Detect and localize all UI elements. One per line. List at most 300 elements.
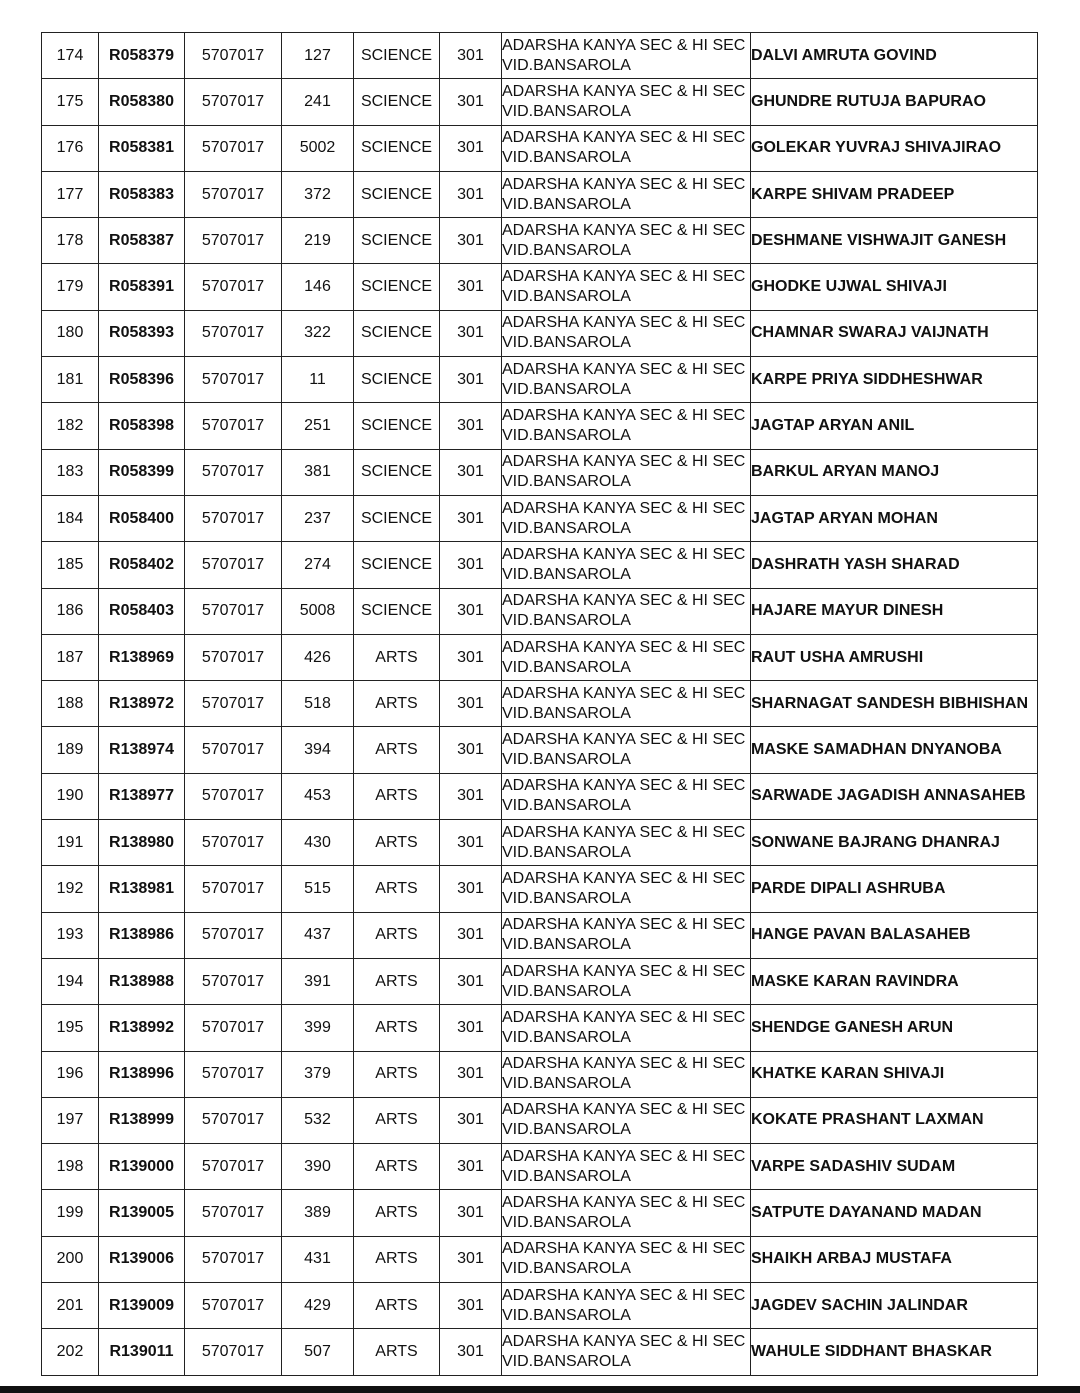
- index-number-cell: 5707017: [185, 1005, 282, 1051]
- roll-number-cell: 399: [282, 1005, 354, 1051]
- table-row: [42, 403, 1038, 449]
- roll-number-cell: 430: [282, 820, 354, 866]
- seat-number-cell: R058391: [99, 264, 185, 310]
- school-name-cell: [502, 1144, 751, 1190]
- code-cell: 301: [440, 1051, 502, 1097]
- table-row: [42, 588, 1038, 634]
- roll-number-cell: 146: [282, 264, 354, 310]
- roll-number-cell: 241: [282, 79, 354, 125]
- student-name-cell: PARDE DIPALI ASHRUBA: [751, 866, 1038, 912]
- school-name-cell: [502, 1236, 751, 1282]
- serial-number-cell: 184: [42, 495, 99, 541]
- index-number-cell: 5707017: [185, 495, 282, 541]
- stream-cell: ARTS: [354, 1144, 440, 1190]
- table-row: [42, 1097, 1038, 1143]
- stream-cell: ARTS: [354, 1190, 440, 1236]
- seat-number-cell: R139011: [99, 1329, 185, 1375]
- roll-number-cell: 453: [282, 773, 354, 819]
- school-name-line1: ADARSHA KANYA SEC & HI SEC: [502, 731, 746, 749]
- table-row: [42, 634, 1038, 680]
- table-row: [42, 1005, 1038, 1051]
- school-name-cell: [502, 495, 751, 541]
- stream-cell: ARTS: [354, 1097, 440, 1143]
- school-name-line2: VID.BANSAROLA: [502, 751, 631, 769]
- code-cell: 301: [440, 171, 502, 217]
- index-number-cell: 5707017: [185, 79, 282, 125]
- page-bottom-border: [0, 1386, 1080, 1393]
- school-name-line1: ADARSHA KANYA SEC & HI SEC: [502, 1101, 746, 1119]
- stream-cell: ARTS: [354, 681, 440, 727]
- table-row: [42, 495, 1038, 541]
- school-name-line1: ADARSHA KANYA SEC & HI SEC: [502, 314, 746, 332]
- student-name-cell: BARKUL ARYAN MANOJ: [751, 449, 1038, 495]
- seat-number-cell: R058383: [99, 171, 185, 217]
- serial-number-cell: 197: [42, 1097, 99, 1143]
- seat-number-cell: R139005: [99, 1190, 185, 1236]
- roll-number-cell: 515: [282, 866, 354, 912]
- school-name-cell: [502, 1097, 751, 1143]
- code-cell: 301: [440, 1005, 502, 1051]
- serial-number-cell: 189: [42, 727, 99, 773]
- stream-cell: ARTS: [354, 773, 440, 819]
- serial-number-cell: 191: [42, 820, 99, 866]
- serial-number-cell: 193: [42, 912, 99, 958]
- code-cell: 301: [440, 310, 502, 356]
- serial-number-cell: 185: [42, 542, 99, 588]
- school-name-line1: ADARSHA KANYA SEC & HI SEC: [502, 129, 746, 147]
- school-name-line2: VID.BANSAROLA: [502, 704, 631, 722]
- school-name-line2: VID.BANSAROLA: [502, 1260, 631, 1278]
- school-name-line1: ADARSHA KANYA SEC & HI SEC: [502, 407, 746, 425]
- school-name-line1: ADARSHA KANYA SEC & HI SEC: [502, 1055, 746, 1073]
- school-name-line1: ADARSHA KANYA SEC & HI SEC: [502, 962, 746, 980]
- roll-number-cell: 394: [282, 727, 354, 773]
- seat-number-cell: R138986: [99, 912, 185, 958]
- code-cell: 301: [440, 218, 502, 264]
- code-cell: 301: [440, 773, 502, 819]
- roll-number-cell: 5008: [282, 588, 354, 634]
- serial-number-cell: 194: [42, 958, 99, 1004]
- stream-cell: SCIENCE: [354, 218, 440, 264]
- stream-cell: SCIENCE: [354, 310, 440, 356]
- table-row: [42, 866, 1038, 912]
- stream-cell: ARTS: [354, 1283, 440, 1329]
- stream-cell: SCIENCE: [354, 495, 440, 541]
- table-row: [42, 958, 1038, 1004]
- code-cell: 301: [440, 1329, 502, 1375]
- stream-cell: ARTS: [354, 912, 440, 958]
- roll-number-cell: 5002: [282, 125, 354, 171]
- school-name-cell: [502, 218, 751, 264]
- student-name-cell: DESHMANE VISHWAJIT GANESH: [751, 218, 1038, 264]
- table-row: [42, 218, 1038, 264]
- code-cell: 301: [440, 958, 502, 1004]
- serial-number-cell: 180: [42, 310, 99, 356]
- school-name-line1: ADARSHA KANYA SEC & HI SEC: [502, 1147, 746, 1165]
- index-number-cell: 5707017: [185, 727, 282, 773]
- index-number-cell: 5707017: [185, 820, 282, 866]
- student-name-cell: SONWANE BAJRANG DHANRAJ: [751, 820, 1038, 866]
- stream-cell: SCIENCE: [354, 449, 440, 495]
- seat-number-cell: R138999: [99, 1097, 185, 1143]
- index-number-cell: 5707017: [185, 33, 282, 79]
- school-name-cell: [502, 588, 751, 634]
- seat-number-cell: R138996: [99, 1051, 185, 1097]
- serial-number-cell: 183: [42, 449, 99, 495]
- roll-number-cell: 219: [282, 218, 354, 264]
- stream-cell: SCIENCE: [354, 588, 440, 634]
- school-name-line1: ADARSHA KANYA SEC & HI SEC: [502, 545, 746, 563]
- school-name-cell: [502, 1005, 751, 1051]
- code-cell: 301: [440, 357, 502, 403]
- student-name-cell: SHENDGE GANESH ARUN: [751, 1005, 1038, 1051]
- roll-number-cell: 379: [282, 1051, 354, 1097]
- school-name-cell: [502, 1329, 751, 1375]
- school-name-line2: VID.BANSAROLA: [502, 1167, 631, 1185]
- school-name-cell: [502, 33, 751, 79]
- student-name-cell: SHAIKH ARBAJ MUSTAFA: [751, 1236, 1038, 1282]
- roll-number-cell: 11: [282, 357, 354, 403]
- stream-cell: ARTS: [354, 1005, 440, 1051]
- school-name-line2: VID.BANSAROLA: [502, 1306, 631, 1324]
- school-name-line2: VID.BANSAROLA: [502, 797, 631, 815]
- seat-number-cell: R138974: [99, 727, 185, 773]
- roll-number-cell: 429: [282, 1283, 354, 1329]
- stream-cell: SCIENCE: [354, 33, 440, 79]
- student-name-cell: KOKATE PRASHANT LAXMAN: [751, 1097, 1038, 1143]
- student-name-cell: MASKE KARAN RAVINDRA: [751, 958, 1038, 1004]
- index-number-cell: 5707017: [185, 958, 282, 1004]
- school-name-cell: [502, 634, 751, 680]
- student-name-cell: SARWADE JAGADISH ANNASAHEB: [751, 773, 1038, 819]
- school-name-line2: VID.BANSAROLA: [502, 1352, 631, 1370]
- school-name-line2: VID.BANSAROLA: [502, 427, 631, 445]
- code-cell: 301: [440, 727, 502, 773]
- table-row: [42, 773, 1038, 819]
- index-number-cell: 5707017: [185, 449, 282, 495]
- serial-number-cell: 200: [42, 1236, 99, 1282]
- school-name-cell: [502, 403, 751, 449]
- table-row: [42, 542, 1038, 588]
- school-name-line2: VID.BANSAROLA: [502, 241, 631, 259]
- school-name-line1: ADARSHA KANYA SEC & HI SEC: [502, 1008, 746, 1026]
- serial-number-cell: 186: [42, 588, 99, 634]
- school-name-line1: ADARSHA KANYA SEC & HI SEC: [502, 638, 746, 656]
- seat-number-cell: R138980: [99, 820, 185, 866]
- roll-number-cell: 372: [282, 171, 354, 217]
- seat-number-cell: R058380: [99, 79, 185, 125]
- seat-number-cell: R058398: [99, 403, 185, 449]
- stream-cell: ARTS: [354, 1329, 440, 1375]
- table-row: [42, 33, 1038, 79]
- serial-number-cell: 198: [42, 1144, 99, 1190]
- school-name-line2: VID.BANSAROLA: [502, 56, 631, 74]
- stream-cell: SCIENCE: [354, 357, 440, 403]
- table-row: [42, 1051, 1038, 1097]
- stream-cell: ARTS: [354, 727, 440, 773]
- roll-number-cell: 322: [282, 310, 354, 356]
- serial-number-cell: 175: [42, 79, 99, 125]
- seat-number-cell: R139009: [99, 1283, 185, 1329]
- index-number-cell: 5707017: [185, 542, 282, 588]
- student-name-cell: JAGDEV SACHIN JALINDAR: [751, 1283, 1038, 1329]
- code-cell: 301: [440, 1190, 502, 1236]
- roll-number-cell: 532: [282, 1097, 354, 1143]
- index-number-cell: 5707017: [185, 588, 282, 634]
- seat-number-cell: R138988: [99, 958, 185, 1004]
- school-name-line2: VID.BANSAROLA: [502, 334, 631, 352]
- school-name-cell: [502, 171, 751, 217]
- school-name-cell: [502, 310, 751, 356]
- roll-number-cell: 251: [282, 403, 354, 449]
- table-row: [42, 1190, 1038, 1236]
- student-name-cell: GHUNDRE RUTUJA BAPURAO: [751, 79, 1038, 125]
- school-name-line2: VID.BANSAROLA: [502, 102, 631, 120]
- roll-number-cell: 431: [282, 1236, 354, 1282]
- school-name-line1: ADARSHA KANYA SEC & HI SEC: [502, 684, 746, 702]
- school-name-cell: [502, 727, 751, 773]
- school-name-line2: VID.BANSAROLA: [502, 658, 631, 676]
- school-name-cell: [502, 357, 751, 403]
- serial-number-cell: 176: [42, 125, 99, 171]
- index-number-cell: 5707017: [185, 125, 282, 171]
- stream-cell: ARTS: [354, 1236, 440, 1282]
- roll-number-cell: 437: [282, 912, 354, 958]
- student-name-cell: WAHULE SIDDHANT BHASKAR: [751, 1329, 1038, 1375]
- school-name-line2: VID.BANSAROLA: [502, 982, 631, 1000]
- table-row: [42, 264, 1038, 310]
- student-name-cell: HANGE PAVAN BALASAHEB: [751, 912, 1038, 958]
- index-number-cell: 5707017: [185, 1236, 282, 1282]
- school-name-line2: VID.BANSAROLA: [502, 1028, 631, 1046]
- serial-number-cell: 182: [42, 403, 99, 449]
- school-name-cell: [502, 449, 751, 495]
- index-number-cell: 5707017: [185, 1283, 282, 1329]
- index-number-cell: 5707017: [185, 866, 282, 912]
- school-name-line2: VID.BANSAROLA: [502, 380, 631, 398]
- school-name-cell: [502, 912, 751, 958]
- seat-number-cell: R058381: [99, 125, 185, 171]
- code-cell: 301: [440, 1097, 502, 1143]
- serial-number-cell: 199: [42, 1190, 99, 1236]
- code-cell: 301: [440, 33, 502, 79]
- table-row: [42, 1144, 1038, 1190]
- student-name-cell: CHAMNAR SWARAJ VAIJNATH: [751, 310, 1038, 356]
- code-cell: 301: [440, 681, 502, 727]
- stream-cell: SCIENCE: [354, 125, 440, 171]
- table-row: [42, 171, 1038, 217]
- school-name-cell: [502, 1283, 751, 1329]
- index-number-cell: 5707017: [185, 403, 282, 449]
- seat-number-cell: R058402: [99, 542, 185, 588]
- table-row: [42, 681, 1038, 727]
- roll-number-cell: 127: [282, 33, 354, 79]
- school-name-cell: [502, 125, 751, 171]
- roll-number-cell: 390: [282, 1144, 354, 1190]
- school-name-line1: ADARSHA KANYA SEC & HI SEC: [502, 36, 746, 54]
- serial-number-cell: 187: [42, 634, 99, 680]
- school-name-cell: [502, 264, 751, 310]
- roll-number-cell: 381: [282, 449, 354, 495]
- seat-number-cell: R058393: [99, 310, 185, 356]
- index-number-cell: 5707017: [185, 357, 282, 403]
- roll-number-cell: 426: [282, 634, 354, 680]
- stream-cell: SCIENCE: [354, 171, 440, 217]
- school-name-cell: [502, 1190, 751, 1236]
- school-name-line2: VID.BANSAROLA: [502, 843, 631, 861]
- serial-number-cell: 192: [42, 866, 99, 912]
- school-name-cell: [502, 866, 751, 912]
- seat-number-cell: R058399: [99, 449, 185, 495]
- stream-cell: ARTS: [354, 634, 440, 680]
- index-number-cell: 5707017: [185, 1097, 282, 1143]
- code-cell: 301: [440, 588, 502, 634]
- stream-cell: SCIENCE: [354, 79, 440, 125]
- school-name-line1: ADARSHA KANYA SEC & HI SEC: [502, 869, 746, 887]
- stream-cell: ARTS: [354, 1051, 440, 1097]
- code-cell: 301: [440, 264, 502, 310]
- student-name-cell: SHARNAGAT SANDESH BIBHISHAN: [751, 681, 1038, 727]
- seat-number-cell: R058396: [99, 357, 185, 403]
- student-name-cell: SATPUTE DAYANAND MADAN: [751, 1190, 1038, 1236]
- school-name-line1: ADARSHA KANYA SEC & HI SEC: [502, 777, 746, 795]
- school-name-line1: ADARSHA KANYA SEC & HI SEC: [502, 499, 746, 517]
- serial-number-cell: 188: [42, 681, 99, 727]
- student-results-table: [41, 32, 1038, 1376]
- school-name-line2: VID.BANSAROLA: [502, 889, 631, 907]
- code-cell: 301: [440, 1236, 502, 1282]
- school-name-cell: [502, 79, 751, 125]
- serial-number-cell: 202: [42, 1329, 99, 1375]
- index-number-cell: 5707017: [185, 218, 282, 264]
- school-name-line2: VID.BANSAROLA: [502, 565, 631, 583]
- serial-number-cell: 201: [42, 1283, 99, 1329]
- stream-cell: SCIENCE: [354, 403, 440, 449]
- school-name-line1: ADARSHA KANYA SEC & HI SEC: [502, 916, 746, 934]
- seat-number-cell: R058403: [99, 588, 185, 634]
- school-name-line1: ADARSHA KANYA SEC & HI SEC: [502, 82, 746, 100]
- code-cell: 301: [440, 912, 502, 958]
- index-number-cell: 5707017: [185, 1051, 282, 1097]
- seat-number-cell: R138969: [99, 634, 185, 680]
- index-number-cell: 5707017: [185, 912, 282, 958]
- student-name-cell: DALVI AMRUTA GOVIND: [751, 33, 1038, 79]
- seat-number-cell: R138972: [99, 681, 185, 727]
- seat-number-cell: R138977: [99, 773, 185, 819]
- student-name-cell: VARPE SADASHIV SUDAM: [751, 1144, 1038, 1190]
- index-number-cell: 5707017: [185, 171, 282, 217]
- student-name-cell: DASHRATH YASH SHARAD: [751, 542, 1038, 588]
- school-name-line2: VID.BANSAROLA: [502, 1075, 631, 1093]
- seat-number-cell: R138992: [99, 1005, 185, 1051]
- school-name-line1: ADARSHA KANYA SEC & HI SEC: [502, 360, 746, 378]
- school-name-line1: ADARSHA KANYA SEC & HI SEC: [502, 268, 746, 286]
- student-name-cell: GOLEKAR YUVRAJ SHIVAJIRAO: [751, 125, 1038, 171]
- stream-cell: ARTS: [354, 958, 440, 1004]
- table-row: [42, 310, 1038, 356]
- index-number-cell: 5707017: [185, 310, 282, 356]
- code-cell: 301: [440, 1144, 502, 1190]
- serial-number-cell: 195: [42, 1005, 99, 1051]
- school-name-line2: VID.BANSAROLA: [502, 195, 631, 213]
- school-name-line1: ADARSHA KANYA SEC & HI SEC: [502, 453, 746, 471]
- index-number-cell: 5707017: [185, 681, 282, 727]
- serial-number-cell: 196: [42, 1051, 99, 1097]
- index-number-cell: 5707017: [185, 1144, 282, 1190]
- school-name-cell: [502, 773, 751, 819]
- roll-number-cell: 389: [282, 1190, 354, 1236]
- serial-number-cell: 179: [42, 264, 99, 310]
- student-name-cell: HAJARE MAYUR DINESH: [751, 588, 1038, 634]
- student-name-cell: JAGTAP ARYAN MOHAN: [751, 495, 1038, 541]
- serial-number-cell: 174: [42, 33, 99, 79]
- school-name-line2: VID.BANSAROLA: [502, 1121, 631, 1139]
- index-number-cell: 5707017: [185, 1329, 282, 1375]
- serial-number-cell: 178: [42, 218, 99, 264]
- school-name-line1: ADARSHA KANYA SEC & HI SEC: [502, 823, 746, 841]
- school-name-cell: [502, 820, 751, 866]
- code-cell: 301: [440, 866, 502, 912]
- school-name-line2: VID.BANSAROLA: [502, 1214, 631, 1232]
- school-name-line2: VID.BANSAROLA: [502, 288, 631, 306]
- school-name-line1: ADARSHA KANYA SEC & HI SEC: [502, 221, 746, 239]
- seat-number-cell: R139006: [99, 1236, 185, 1282]
- school-name-line1: ADARSHA KANYA SEC & HI SEC: [502, 1240, 746, 1258]
- table-row: [42, 1236, 1038, 1282]
- serial-number-cell: 181: [42, 357, 99, 403]
- table-body: [42, 33, 1038, 1376]
- serial-number-cell: 190: [42, 773, 99, 819]
- seat-number-cell: R139000: [99, 1144, 185, 1190]
- code-cell: 301: [440, 125, 502, 171]
- stream-cell: SCIENCE: [354, 264, 440, 310]
- student-name-cell: KHATKE KARAN SHIVAJI: [751, 1051, 1038, 1097]
- table-row: [42, 820, 1038, 866]
- roll-number-cell: 391: [282, 958, 354, 1004]
- index-number-cell: 5707017: [185, 634, 282, 680]
- index-number-cell: 5707017: [185, 264, 282, 310]
- school-name-cell: [502, 681, 751, 727]
- student-name-cell: GHODKE UJWAL SHIVAJI: [751, 264, 1038, 310]
- code-cell: 301: [440, 79, 502, 125]
- roll-number-cell: 237: [282, 495, 354, 541]
- code-cell: 301: [440, 495, 502, 541]
- school-name-line1: ADARSHA KANYA SEC & HI SEC: [502, 592, 746, 610]
- stream-cell: ARTS: [354, 866, 440, 912]
- code-cell: 301: [440, 449, 502, 495]
- seat-number-cell: R058400: [99, 495, 185, 541]
- school-name-line1: ADARSHA KANYA SEC & HI SEC: [502, 175, 746, 193]
- school-name-line1: ADARSHA KANYA SEC & HI SEC: [502, 1286, 746, 1304]
- table-row: [42, 727, 1038, 773]
- school-name-line1: ADARSHA KANYA SEC & HI SEC: [502, 1332, 746, 1350]
- roll-number-cell: 274: [282, 542, 354, 588]
- school-name-line1: ADARSHA KANYA SEC & HI SEC: [502, 1194, 746, 1212]
- table-row: [42, 1329, 1038, 1375]
- seat-number-cell: R058387: [99, 218, 185, 264]
- code-cell: 301: [440, 1283, 502, 1329]
- code-cell: 301: [440, 634, 502, 680]
- student-name-cell: RAUT USHA AMRUSHI: [751, 634, 1038, 680]
- roll-number-cell: 507: [282, 1329, 354, 1375]
- school-name-cell: [502, 958, 751, 1004]
- school-name-line2: VID.BANSAROLA: [502, 936, 631, 954]
- school-name-line2: VID.BANSAROLA: [502, 519, 631, 537]
- seat-number-cell: R138981: [99, 866, 185, 912]
- school-name-line2: VID.BANSAROLA: [502, 612, 631, 630]
- serial-number-cell: 177: [42, 171, 99, 217]
- school-name-line2: VID.BANSAROLA: [502, 473, 631, 491]
